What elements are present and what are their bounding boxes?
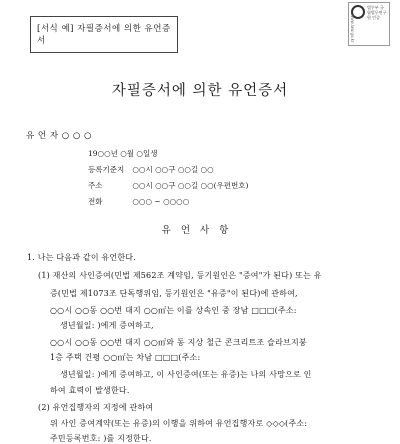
section-title: 유언사항 [161, 225, 239, 236]
testator-phone [88, 196, 189, 207]
stamp-text: 법무부 국립법무연구원 인증 [367, 5, 387, 20]
birth-value: 19○○년 ○월 ○일생 [88, 149, 158, 158]
body-line: 1. 나는 다음과 같이 유언한다. [27, 253, 136, 262]
registered-address-value: ○○시 ○○구 ○○길 ○○ [132, 165, 214, 174]
address-value: ○○시 ○○구 ○○길 ○○(우편번호) [132, 181, 249, 190]
body-line: 주민등록번호: )를 지정한다. [50, 434, 152, 443]
body-line: (1) 재산의 사인증여(민법 제562조 계약임, 등기원인은 "증여"가 된다) 또는 유 [38, 271, 322, 280]
body-line: 위 사인 증여계약(또는 유증)의 이행을 위하여 유언집행자로 ◇◇◇(주소: [50, 419, 308, 428]
phone-value: ○○○ ~ ○○○○ [132, 197, 190, 206]
testator-registered-address [88, 164, 214, 175]
body-line: 1층 주택 건평 ○○㎡는 차남 □□□(주소: [50, 353, 201, 362]
phone-key: 전화 [88, 197, 103, 206]
document-title: 자필증서에 의한 유언증서 [111, 83, 289, 99]
testator-address [88, 180, 248, 191]
body-line: 하여 효력이 발생한다. [50, 386, 130, 395]
testator-birth [88, 148, 157, 159]
form-type-label: [서식 예] 자필증서에 의한 유언증서 [30, 16, 178, 53]
body-line: ○○시 ○○동 ○○번 대지 ○○㎡는 이를 상속인 중 장남 □□□(주소: [50, 306, 297, 315]
stamp-url: www.law.go.kr [350, 14, 355, 43]
body-line: 생년월일: )에게 증여하고, 이 사인증여(또는 유증)는 나의 사망으로 인 [60, 370, 312, 379]
certification-stamp [348, 2, 390, 46]
address-key: 주소 [88, 181, 103, 190]
body-line: 생년월일: )에게 증여하고, [60, 321, 154, 330]
registered-address-key: 등록기준지 [88, 165, 125, 174]
body-line: (2) 유언집행자의 지정에 관하여 [38, 403, 154, 412]
body-line: ○○시 ○○동 ○○번 대지 ○○㎡와 동 지상 철근 콘크리트조 슬라브지붕 [50, 338, 307, 347]
testator-label: 유 언 자 ○ ○ ○ [26, 131, 92, 141]
body-line: 증(민법 제1073조 단독행위임, 등기원인은 "유증"이 된다)에 관하여, [50, 289, 298, 298]
